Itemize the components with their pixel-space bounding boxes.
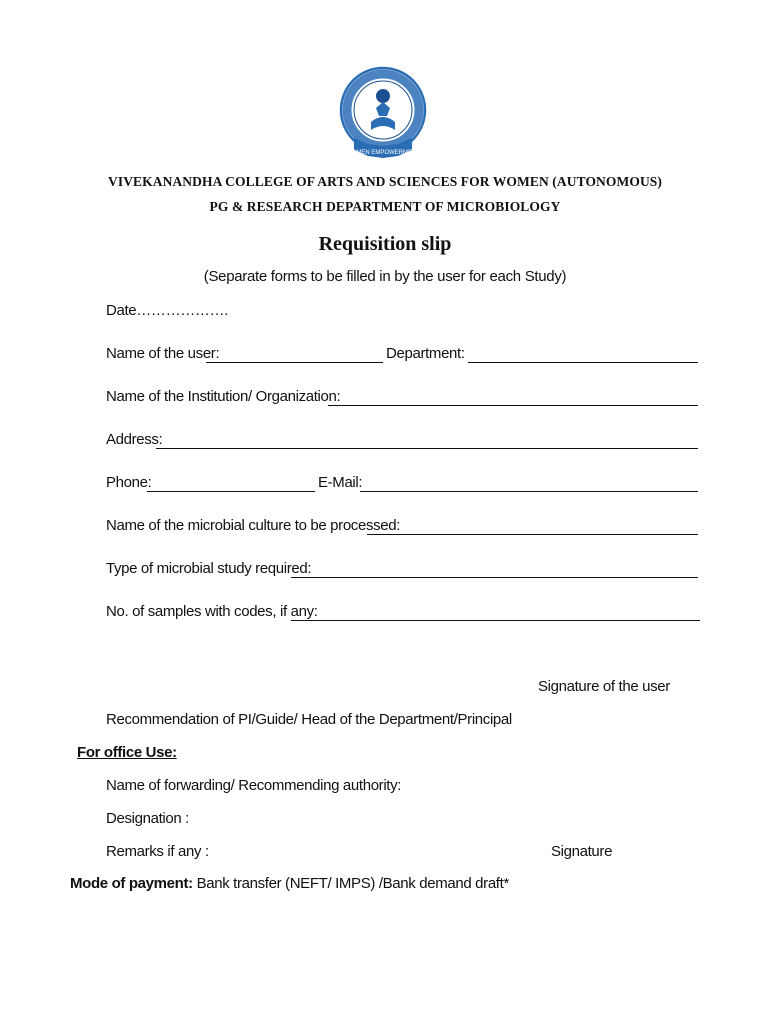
email-field[interactable] bbox=[360, 491, 698, 492]
study-type-field[interactable] bbox=[291, 577, 698, 578]
samples-label: No. of samples with codes, if any: bbox=[106, 603, 318, 620]
recommendation-label: Recommendation of PI/Guide/ Head of the Department/Principal bbox=[106, 711, 512, 728]
form-title: Requisition slip bbox=[318, 233, 452, 255]
user-name-field[interactable] bbox=[206, 362, 383, 363]
office-use-heading: For office Use: bbox=[77, 744, 177, 761]
designation-label: Designation : bbox=[106, 810, 190, 827]
institution-label: Name of the Institution/ Organization: bbox=[106, 388, 341, 405]
address-label: Address: bbox=[106, 431, 163, 448]
study-type-label: Type of microbial study required: bbox=[106, 560, 312, 577]
culture-field[interactable] bbox=[367, 534, 698, 535]
college-seal-logo bbox=[338, 64, 428, 164]
phone-label: Phone: bbox=[106, 474, 152, 491]
authority-label: Name of forwarding/ Recommending authority: bbox=[106, 777, 402, 794]
email-label: E-Mail: bbox=[318, 474, 363, 491]
user-name-label: Name of the user: bbox=[106, 345, 220, 362]
seal-motto: WOMEN EMPOWERMENT bbox=[346, 150, 420, 156]
department-field[interactable] bbox=[468, 362, 698, 363]
user-signature-label: Signature of the user bbox=[538, 678, 670, 695]
date-field-label: Date………………. bbox=[106, 302, 229, 319]
culture-label: Name of the microbial culture to be processed: bbox=[106, 517, 401, 534]
remarks-label: Remarks if any : bbox=[106, 843, 209, 860]
payment-label: Mode of payment: bbox=[70, 875, 193, 892]
department-label: Department: bbox=[386, 345, 465, 362]
address-field[interactable] bbox=[156, 448, 698, 449]
department-name: PG & RESEARCH DEPARTMENT OF MICROBIOLOGY bbox=[209, 199, 561, 214]
payment-value: Bank transfer (NEFT/ IMPS) /Bank demand draft* bbox=[196, 875, 509, 892]
form-subtitle: (Separate forms to be filled in by the user for each Study) bbox=[203, 268, 567, 285]
college-name: VIVEKANANDHA COLLEGE OF ARTS AND SCIENCES FOR WOMEN (AUTONOMOUS) bbox=[108, 174, 662, 189]
office-signature-label: Signature bbox=[551, 843, 613, 860]
samples-field[interactable] bbox=[291, 620, 700, 621]
payment-row bbox=[70, 875, 509, 893]
phone-field[interactable] bbox=[147, 491, 315, 492]
institution-field[interactable] bbox=[328, 405, 698, 406]
